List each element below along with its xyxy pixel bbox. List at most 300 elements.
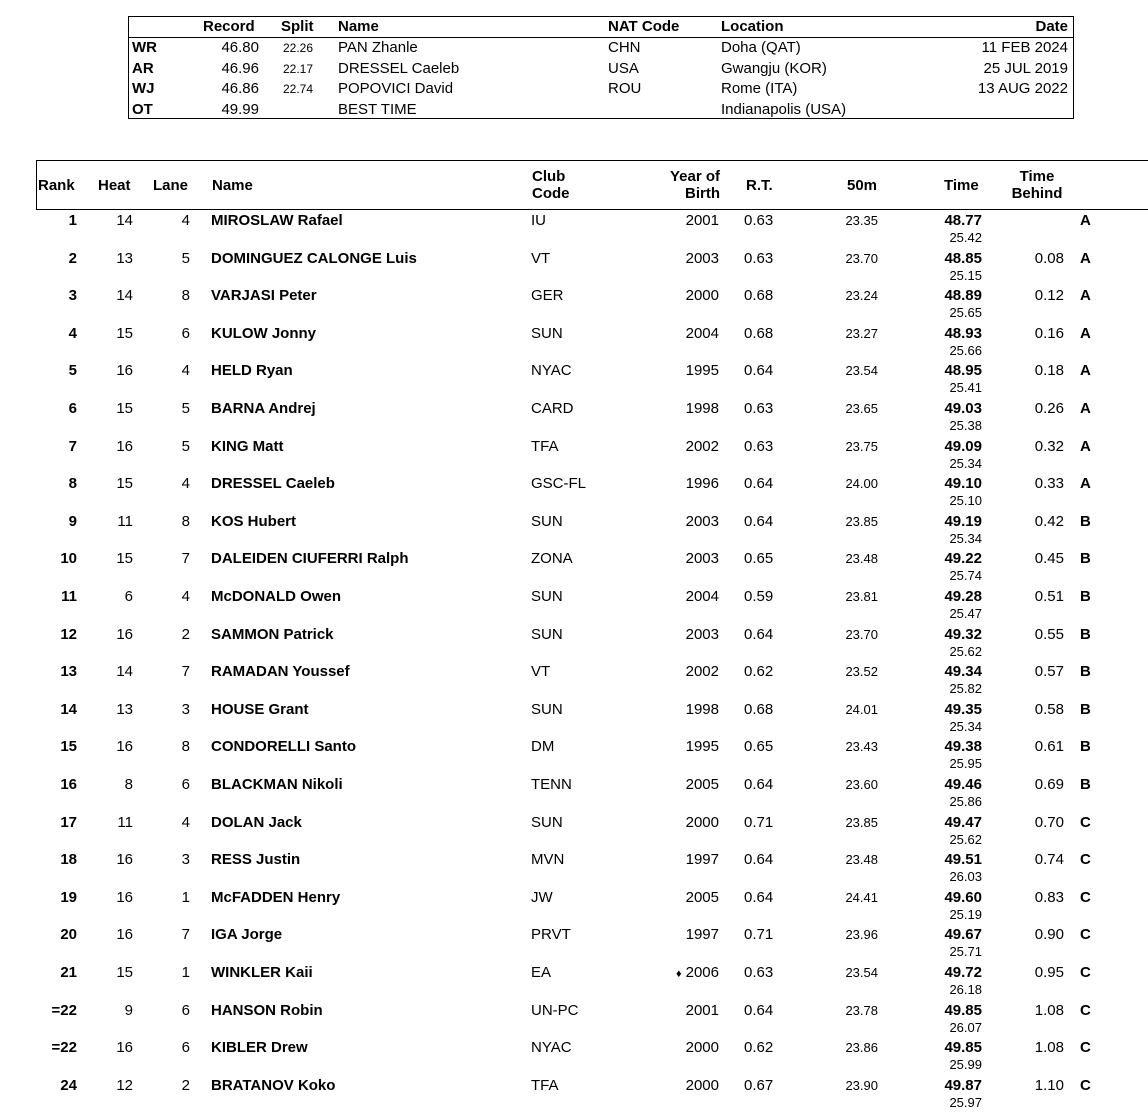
time-behind: 0.90 (1034, 926, 1064, 944)
time-behind: 1.08 (1034, 1039, 1064, 1057)
time-behind: 0.42 (1034, 512, 1064, 530)
header-yob-line2: Birth (685, 185, 720, 202)
swimmer-name: McFADDEN Henry (211, 888, 341, 906)
final-time: 49.03 (944, 400, 982, 417)
swimmer-name: KING Matt (211, 437, 284, 455)
swimmer-name: DALEIDEN CIUFERRI Ralph (211, 550, 409, 568)
rank: 14 (60, 700, 77, 718)
swimmer-name: DOMINGUEZ CALONGE Luis (211, 249, 417, 267)
rank: 12 (60, 625, 77, 643)
split-second-50: 25.66 (949, 342, 982, 358)
heat: 14 (116, 212, 133, 229)
final-time: 49.32 (944, 625, 982, 643)
rank: 5 (68, 362, 77, 380)
split-second-50: 25.41 (949, 380, 982, 396)
time-behind: 0.83 (1034, 888, 1064, 906)
records-header-location: Location (721, 18, 784, 35)
header-rank: Rank (38, 177, 75, 194)
lane: 8 (181, 512, 190, 530)
year-of-birth-cell (686, 362, 719, 380)
split-50m: 23.70 (845, 250, 878, 266)
year-of-birth: 2003 (685, 249, 719, 267)
rank: 8 (68, 475, 77, 493)
time-behind: 0.61 (1034, 738, 1064, 756)
reaction-time: 0.64 (744, 888, 774, 906)
final-time: 49.10 (944, 475, 982, 493)
header-rt: R.T. (746, 177, 773, 194)
time-behind: 0.18 (1034, 362, 1064, 380)
qualification-code: B (1080, 588, 1091, 605)
reaction-time: 0.62 (744, 663, 774, 681)
lane: 5 (181, 437, 190, 455)
split-50m: 23.43 (845, 739, 878, 755)
record-row (129, 38, 1073, 58)
swimmer-name: BRATANOV Koko (211, 1076, 336, 1094)
split-50m: 23.54 (845, 363, 878, 379)
rank: 24 (60, 1076, 77, 1094)
rank: 15 (60, 738, 77, 756)
heat: 13 (116, 700, 133, 718)
records-header-nat: NAT Code (608, 18, 680, 35)
rank: 17 (60, 813, 77, 831)
split-50m: 23.48 (845, 852, 878, 868)
record-time: 46.80 (221, 39, 259, 56)
final-time: 48.89 (944, 287, 982, 305)
time-behind: 0.51 (1034, 588, 1064, 605)
split-second-50: 26.03 (949, 869, 982, 885)
result-row (0, 887, 1148, 925)
swimmer-name: DRESSEL Caeleb (211, 475, 335, 493)
year-of-birth-cell (686, 851, 719, 869)
time-behind: 0.45 (1034, 550, 1064, 568)
qualification-code: A (1080, 249, 1091, 267)
heat: 16 (116, 926, 133, 944)
lane: 7 (181, 663, 190, 681)
split-50m: 24.41 (845, 889, 878, 905)
year-of-birth-cell (686, 701, 719, 719)
qualification-code: C (1080, 813, 1091, 831)
header-behind-line1: Time (1019, 168, 1055, 185)
reaction-time: 0.64 (744, 1001, 774, 1019)
heat: 9 (124, 1001, 133, 1019)
reaction-time: 0.64 (744, 475, 774, 493)
qualification-code: B (1080, 550, 1091, 568)
record-row (129, 59, 1073, 79)
qualification-code: A (1080, 437, 1091, 455)
record-code: WJ (132, 80, 155, 97)
split-50m: 23.52 (845, 664, 878, 680)
final-time: 49.87 (944, 1076, 982, 1094)
year-of-birth: 1998 (685, 700, 719, 718)
time-behind: 0.32 (1034, 437, 1064, 455)
year-of-birth: 1995 (685, 738, 719, 756)
record-code: OT (132, 100, 153, 118)
final-time: 48.85 (944, 249, 982, 267)
final-time: 49.35 (944, 700, 982, 718)
split-second-50: 25.97 (949, 1094, 982, 1110)
club-code: VT (531, 663, 551, 681)
result-row (0, 624, 1148, 662)
records-header-date: Date (1035, 18, 1068, 35)
final-time: 49.60 (944, 888, 982, 906)
qualification-code: A (1080, 362, 1091, 380)
qualification-code: A (1080, 400, 1091, 417)
header-year-of-birth (670, 168, 720, 202)
club-code: ZONA (531, 550, 573, 568)
record-code: AR (132, 59, 154, 77)
club-code: SUN (531, 324, 563, 342)
split-50m: 23.65 (845, 401, 878, 416)
swimmer-name: MIROSLAW Rafael (211, 212, 343, 229)
rank: 13 (60, 663, 77, 681)
lane: 5 (181, 400, 190, 417)
reaction-time: 0.64 (744, 512, 774, 530)
time-behind: 1.08 (1034, 1001, 1064, 1019)
lane: 4 (181, 813, 190, 831)
reaction-time: 0.67 (744, 1076, 774, 1094)
records-header-split: Split (281, 18, 314, 35)
record-nat: USA (608, 59, 639, 77)
result-row (0, 924, 1148, 962)
year-of-birth: 2000 (685, 287, 719, 305)
final-time: 49.85 (944, 1039, 982, 1057)
qualification-code: B (1080, 738, 1091, 756)
year-of-birth: 2004 (685, 324, 719, 342)
swimmer-name: DOLAN Jack (211, 813, 302, 831)
time-behind: 0.69 (1034, 776, 1064, 793)
qualification-code: C (1080, 1076, 1091, 1094)
result-row (0, 586, 1148, 624)
result-row (0, 699, 1148, 737)
split-50m: 23.60 (845, 777, 878, 792)
lane: 7 (181, 550, 190, 568)
club-code: TFA (531, 1076, 559, 1094)
year-of-birth-cell (686, 814, 719, 832)
split-50m: 24.01 (845, 701, 878, 717)
result-row (0, 360, 1148, 398)
reaction-time: 0.65 (744, 738, 774, 756)
lane: 6 (181, 324, 190, 342)
record-date: 25 JUL 2019 (983, 59, 1068, 77)
lane: 6 (181, 1039, 190, 1057)
year-of-birth: 1997 (685, 851, 719, 869)
reaction-time: 0.63 (744, 964, 774, 981)
year-of-birth-cell (686, 1002, 719, 1020)
record-location: Indianapolis (USA) (721, 100, 847, 118)
reaction-time: 0.64 (744, 851, 774, 869)
year-of-birth-cell (686, 663, 719, 681)
rank: 6 (68, 400, 77, 417)
time-behind: 0.57 (1034, 663, 1064, 681)
year-of-birth: 2001 (685, 1001, 719, 1019)
qualification-code: C (1080, 926, 1091, 944)
record-time: 46.86 (221, 80, 259, 97)
results-header (36, 160, 1148, 210)
year-of-birth-cell (686, 325, 719, 343)
split-50m: 23.85 (845, 513, 878, 529)
record-split: 22.17 (283, 61, 314, 76)
year-of-birth: 2000 (685, 813, 719, 831)
qualification-code: B (1080, 512, 1091, 530)
record-split: 22.74 (283, 82, 314, 96)
time-behind: 0.95 (1034, 964, 1064, 981)
qualification-code: A (1080, 475, 1091, 493)
heat: 16 (116, 888, 133, 906)
swimmer-name: CONDORELLI Santo (211, 738, 356, 756)
club-code: SUN (531, 700, 563, 718)
record-location: Doha (QAT) (721, 39, 801, 56)
year-of-birth: 2000 (685, 1076, 719, 1094)
final-time: 48.77 (944, 212, 982, 229)
heat: 6 (124, 588, 133, 605)
year-of-birth-cell (686, 287, 719, 305)
split-50m: 23.54 (845, 965, 878, 980)
year-of-birth-cell (686, 1039, 719, 1057)
lane: 8 (181, 287, 190, 305)
year-of-birth: 2000 (685, 1039, 719, 1057)
final-time: 49.85 (944, 1001, 982, 1019)
records-header-record: Record (203, 18, 255, 35)
split-second-50: 25.99 (949, 1057, 982, 1073)
heat: 16 (116, 851, 133, 869)
reaction-time: 0.64 (744, 776, 774, 793)
split-second-50: 26.18 (949, 982, 982, 997)
qualification-code: B (1080, 663, 1091, 681)
year-of-birth: 1997 (685, 926, 719, 944)
result-row (0, 774, 1148, 812)
swimmer-name: IGA Jorge (211, 926, 283, 944)
reaction-time: 0.65 (744, 550, 774, 568)
split-second-50: 25.82 (949, 681, 982, 697)
swimmer-name: VARJASI Peter (211, 287, 317, 305)
year-of-birth-cell (686, 588, 719, 606)
rank: 3 (68, 287, 77, 305)
swimmer-name: RESS Justin (211, 851, 301, 869)
result-row (0, 398, 1148, 436)
club-code: SUN (531, 512, 563, 530)
club-code: IU (531, 212, 546, 229)
record-holder: PAN Zhanle (338, 39, 418, 56)
result-row (0, 736, 1148, 774)
reaction-time: 0.68 (744, 324, 774, 342)
split-second-50: 25.38 (949, 418, 982, 433)
swimmer-name: HANSON Robin (211, 1001, 323, 1019)
split-50m: 23.78 (845, 1002, 878, 1018)
final-time: 49.72 (944, 964, 982, 981)
time-behind: 0.74 (1034, 851, 1064, 869)
record-time: 49.99 (221, 100, 259, 118)
reaction-time: 0.63 (744, 249, 774, 267)
lane: 4 (181, 588, 190, 605)
record-holder: POPOVICI David (338, 80, 454, 97)
year-of-birth: 2004 (685, 588, 719, 605)
swimmer-name: McDONALD Owen (211, 588, 342, 605)
split-50m: 23.81 (845, 589, 878, 604)
rank: 20 (60, 926, 77, 944)
diamond-icon: ♦ (676, 968, 682, 980)
rank: 4 (68, 324, 77, 342)
heat: 14 (116, 663, 133, 681)
rank: 9 (68, 512, 77, 530)
qualification-code: A (1080, 212, 1091, 229)
split-50m: 23.70 (845, 626, 878, 642)
heat: 16 (116, 1039, 133, 1057)
split-second-50: 25.86 (949, 794, 982, 809)
final-time: 49.46 (944, 776, 982, 793)
qualification-code: C (1080, 1001, 1091, 1019)
year-of-birth-cell (686, 926, 719, 944)
year-of-birth-cell (686, 889, 719, 907)
heat: 15 (116, 324, 133, 342)
result-row (0, 548, 1148, 586)
split-second-50: 25.65 (949, 305, 982, 321)
rank: 2 (68, 249, 77, 267)
split-50m: 23.48 (845, 551, 878, 567)
heat: 8 (124, 776, 133, 793)
time-behind: 0.33 (1034, 475, 1064, 493)
records-header (129, 17, 1073, 38)
year-of-birth: 2002 (685, 663, 719, 681)
record-nat: CHN (608, 39, 641, 56)
split-50m: 23.27 (845, 325, 878, 341)
swimmer-name: BLACKMAN Nikoli (211, 776, 343, 793)
header-club-line1: Club (532, 168, 566, 185)
reaction-time: 0.62 (744, 1039, 774, 1057)
time-behind: 0.58 (1034, 700, 1064, 718)
club-code: PRVT (531, 926, 571, 944)
final-time: 48.93 (944, 324, 982, 342)
final-time: 48.95 (944, 362, 982, 380)
header-lane: Lane (153, 177, 189, 194)
club-code: DM (531, 738, 555, 756)
heat: 11 (117, 813, 133, 831)
reaction-time: 0.63 (744, 400, 774, 417)
year-of-birth-cell (686, 475, 719, 493)
swimmer-name: KIBLER Drew (211, 1039, 308, 1057)
final-time: 49.09 (944, 437, 982, 455)
split-second-50: 25.95 (949, 756, 982, 772)
rank: =22 (51, 1039, 77, 1057)
split-50m: 23.35 (845, 213, 878, 228)
year-of-birth: 1995 (685, 362, 719, 380)
club-code: TENN (531, 776, 572, 793)
year-of-birth: 1998 (685, 400, 719, 417)
result-row (0, 210, 1148, 248)
swimmer-name: SAMMON Patrick (211, 625, 334, 643)
club-code: MVN (531, 851, 565, 869)
year-of-birth: 2003 (685, 625, 719, 643)
split-50m: 23.24 (845, 288, 878, 304)
record-location: Rome (ITA) (721, 80, 798, 97)
heat: 16 (116, 362, 133, 380)
qualification-code: B (1080, 776, 1091, 793)
split-second-50: 25.19 (949, 906, 982, 922)
records-table (128, 16, 1074, 119)
time-behind: 0.16 (1034, 324, 1064, 342)
lane: 3 (181, 700, 190, 718)
result-row (0, 849, 1148, 887)
result-row (0, 1037, 1148, 1075)
lane: 4 (181, 362, 190, 380)
result-row (0, 812, 1148, 850)
heat: 16 (116, 625, 133, 643)
split-second-50: 25.15 (949, 267, 982, 283)
final-time: 49.47 (944, 813, 982, 831)
lane: 5 (181, 249, 190, 267)
record-date: 13 AUG 2022 (977, 80, 1068, 97)
year-of-birth-cell (676, 964, 719, 983)
club-code: EA (531, 964, 552, 981)
time-behind: 0.55 (1034, 625, 1064, 643)
heat: 13 (116, 249, 133, 267)
year-of-birth-cell (686, 400, 719, 418)
year-of-birth-cell (686, 250, 719, 268)
final-time: 49.38 (944, 738, 982, 756)
final-time: 49.51 (944, 851, 982, 869)
record-location: Gwangju (KOR) (721, 59, 827, 77)
year-of-birth-cell (686, 776, 719, 794)
club-code: SUN (531, 813, 563, 831)
year-of-birth-cell (686, 738, 719, 756)
year-of-birth: 2003 (685, 550, 719, 568)
rank: 10 (60, 550, 77, 568)
split-second-50: 25.34 (949, 455, 982, 471)
qualification-code: B (1080, 700, 1091, 718)
split-50m: 23.86 (845, 1040, 878, 1056)
club-code: SUN (531, 588, 563, 605)
result-row (0, 473, 1148, 511)
result-row (0, 1075, 1148, 1113)
record-holder: BEST TIME (338, 100, 417, 118)
club-code: VT (531, 249, 551, 267)
split-second-50: 26.07 (949, 1019, 982, 1035)
swimmer-name: RAMADAN Youssef (211, 663, 350, 681)
qualification-code: C (1080, 851, 1091, 869)
result-row (0, 285, 1148, 323)
header-heat: Heat (98, 177, 131, 194)
split-50m: 23.85 (845, 814, 878, 830)
record-row (129, 79, 1073, 99)
club-code: JW (531, 888, 553, 906)
year-of-birth-cell (686, 550, 719, 568)
header-yob-line1: Year of (669, 168, 720, 185)
time-behind: 0.08 (1034, 249, 1064, 267)
club-code: NYAC (531, 362, 572, 380)
split-50m: 23.75 (845, 438, 878, 454)
lane: 2 (181, 1076, 190, 1094)
rank: 7 (68, 437, 77, 455)
record-code: WR (132, 39, 157, 56)
year-of-birth-cell (686, 438, 719, 456)
heat: 16 (116, 437, 133, 455)
lane: 3 (181, 851, 190, 869)
split-second-50: 25.74 (949, 568, 982, 584)
time-behind: 0.26 (1034, 400, 1064, 417)
swimmer-name: KOS Hubert (211, 512, 297, 530)
club-code: GSC-FL (531, 475, 587, 493)
record-row (129, 100, 1073, 120)
lane: 6 (181, 776, 190, 793)
split-second-50: 25.71 (949, 944, 982, 960)
result-row (0, 436, 1148, 474)
qualification-code: B (1080, 625, 1091, 643)
final-time: 49.28 (944, 588, 982, 605)
split-second-50: 25.10 (949, 493, 982, 509)
time-behind: 0.12 (1034, 287, 1064, 305)
year-of-birth: 2005 (685, 776, 719, 793)
heat: 11 (117, 512, 133, 530)
year-of-birth: 1996 (685, 475, 719, 493)
